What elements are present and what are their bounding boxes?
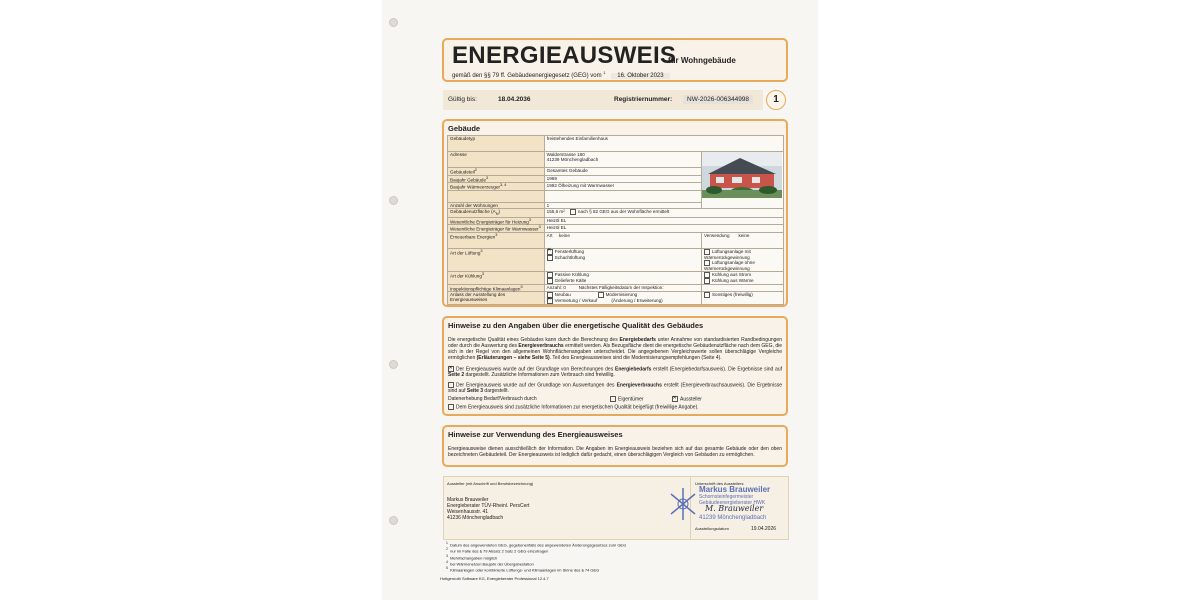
checkbox (547, 255, 553, 261)
cell-label: Anlass der Ausstellung des Energieausweises (448, 292, 545, 305)
valid-label: Gültig bis: (448, 96, 477, 103)
cell-label: Baujahr Wärmeerzeuger$^{3, 4}$ (448, 183, 545, 191)
cell-label: Gebäudetyp (448, 136, 545, 152)
table-row (448, 284, 784, 292)
quality-option-bedarf: ✕Der Energieausweis wurde auf der Grundlage von Berechnungen des Energiebedarfs erstellt (Energiebedarfsausweis). Die Ergebnisse sind auf Seite 2 dargestellt. Zusätzliche Informationen zum Verbrauch sind freiwillig. (448, 366, 782, 378)
cell-value: 1969 (544, 175, 701, 183)
table-row (448, 136, 784, 152)
cell-value: Heizöl EL (544, 225, 783, 233)
issuer-label: Aussteller (mit Anschrift und Berufsbezeichnung) (447, 481, 534, 486)
footnote: $^5$ Klimaanlagen oder kombinierte Lüftungs- und Klimaanlagen im Sinne des § 74 GEG (446, 566, 600, 573)
cell-value: freistehendes Einfamilienhaus (544, 136, 783, 152)
registration-value: NW-2026-006344998 (683, 95, 753, 104)
footnote: $^4$ bei Wärmenetzen Baujahr der Übergabestation (446, 559, 534, 567)
cell-label: Wesentliche Energieträger für Warmwasser$^3$ (448, 225, 545, 233)
punch-hole (389, 360, 398, 369)
data-collection-row: Datenerhebung Bedarf/Verbrauch durch Eigentümer ✕ Aussteller (448, 396, 782, 402)
punch-hole (389, 516, 398, 525)
signature-area (690, 477, 789, 539)
issue-date-value: 19.04.2026 (751, 526, 777, 532)
handwritten-signature: M. Brauweiler (705, 504, 764, 513)
cell-value: 1 (544, 202, 701, 208)
usage-notes-title: Hinweise zur Verwendung des Energieausweises (448, 430, 623, 439)
cell-value: Walderstrasse 180 41239 Mönchengladbach (544, 152, 701, 168)
footnote: $^1$ Datum des angewendeten GEG, gegebenenfalls des angewendeten Änderungsgesetzes zum GEG (446, 541, 627, 548)
checkbox (610, 396, 616, 402)
issuer-block (443, 476, 789, 540)
cell-value: Neubau Modernisierung ✕Vermietung / Verkauf (Änderung / Erweiterung) (544, 292, 701, 305)
quality-paragraph-intro: Die energetische Qualität eines Gebäudes kann durch die Berechnung des Energiebedarfs unter Annahme von standardisierten Randbedingungen oder durch die Auswertung des Energieverbrauchs ermittelt werden. Als Bezugsfläche dient die energetische Gebäudenutzfläche nach dem GEG, die sich in der Regel von den allgemeinen Wohnflächenangaben unterscheidet. Die angegebenen Vergleichswerte sollen überschlägige Vergleiche ermöglichen (Erläuterungen – siehe Seite 5). Teil des Energieausweises sind die Modernisierungsempfehlungen (Seite 4). (448, 337, 782, 361)
cell-label: Wesentliche Energieträger für Heizung$^3$ (448, 217, 545, 225)
cell-value: 155,6 m² nach § 82 GEG aus der Wohnfläche ermittelt (544, 208, 783, 217)
usage-notes-section (442, 425, 788, 467)
cell-value: 1992 Ölheizung mit Warmwasser (544, 183, 701, 191)
checkbox (704, 278, 710, 284)
cell-label: Art der Kühlung$^3$ (448, 271, 545, 284)
cell-value: Passive Kühlung Gelieferte Kälte (544, 271, 701, 284)
software-note: Hottgenroth Software KG, Energieberater Professional 12.4.7 (440, 576, 549, 581)
cell-label: Erneuerbare Energien$^3$ (448, 232, 545, 248)
table-row (448, 292, 784, 305)
checkbox (704, 292, 710, 298)
cell-label: Adresse (448, 152, 545, 168)
quality-option-additional: Dem Energieausweis sind zusätzliche Informationen zur energetischen Qualität beigefügt (freiwillige Angabe). (448, 404, 782, 410)
usage-notes-text: Energieausweise dienen ausschließlich der Information. Die Angaben im Energieausweis beziehen sich auf das gesamte Gebäude oder den oben bezeichneten Gebäudeteil. Der Energieausweis ist lediglich dafür gedacht, einen überschlägigen Vergleich von Gebäuden zu ermöglichen. (448, 446, 782, 458)
footnote: $^2$ nur im Falle des § 79 Absatz 2 Satz 2 GEG einzutragen (446, 547, 549, 554)
cell-value: Verwendung keine (701, 232, 783, 248)
house-photo-cell (701, 152, 783, 209)
quality-notes-title: Hinweise zu den Angaben über die energetische Qualität des Gebäudes (448, 321, 704, 330)
checkbox-checked (672, 396, 678, 402)
registration-label: Registriernummer: (614, 96, 673, 103)
checkbox-checked (547, 249, 553, 255)
table-row (448, 232, 784, 248)
checkbox (598, 292, 604, 298)
house-photo (702, 152, 782, 198)
issuer-address: Markus Brauweiler Energieberater TÜV-Rheinl. PersCert Weisenhausstr. 41 41236 Mönchengladbach (447, 497, 530, 521)
footnote: $^3$ Mehrfachangaben möglich (446, 553, 498, 560)
checkbox (448, 382, 454, 388)
quality-notes-section (442, 316, 788, 416)
checkbox (570, 209, 576, 215)
law-line: gemäß den §§ 79 ff. Gebäudeenergiegesetz (GEG) vom $^1$ 16. Oktober 2023 (452, 70, 670, 79)
cell-value: Gesamtes Gebäude (544, 168, 701, 176)
cell-value: ✕ Fensterlüftung Schachtlüftung (544, 248, 701, 271)
cell-value: Lüftungsanlage mit Wärmerückgewinnung Lüftungsanlage ohne Wärmerückgewinnung (701, 248, 783, 271)
quality-option-verbrauch: Der Energieausweis wurde auf der Grundlage von Auswertungen des Energieverbrauchs erstellt (Energieverbrauchsausweis). Die Ergebnisse sind auf Seite 3 dargestellt. (448, 382, 782, 395)
signature-label: Unterschrift des Ausstellers (695, 481, 744, 486)
cell-label: Gebäudeteil$^2$ (448, 168, 545, 176)
cell-value: Sonstiges (freiwillig) (701, 292, 783, 305)
cell-label: Inspektionspflichtige Klimaanlagen$^5$ (448, 284, 545, 292)
table-row (448, 225, 784, 233)
cell-value: Anzahl: 0 Nächstes Fälligkeitsdatum der Inspektion: (544, 284, 701, 292)
building-table (447, 135, 784, 305)
table-row (448, 217, 784, 225)
table-row (448, 271, 784, 284)
valid-value: 18.04.2036 (498, 96, 531, 103)
cell-value: Kühlung aus Strom Kühlung aus Wärme (701, 271, 783, 284)
table-row (448, 248, 784, 271)
document-title: ENERGIEAUSWEIS (452, 42, 677, 69)
cell-value: Art keine (544, 232, 701, 248)
checkbox (547, 278, 553, 284)
cell-value: Heizöl EL (544, 217, 783, 225)
cell-label: Anzahl der Wohnungen (448, 202, 545, 208)
table-row (448, 208, 784, 217)
punch-hole (389, 196, 398, 205)
footnotes (446, 541, 746, 573)
issuer-stamp: Markus Brauweiler Schornsteinfegermeister Gebäudeenergieberater HWK 41239 Mönchengladbach (699, 485, 771, 521)
checkbox-checked (448, 366, 454, 372)
punch-hole (389, 18, 398, 27)
building-section (442, 119, 788, 307)
issue-date-label: Ausstellungsdatum (695, 526, 729, 531)
checkbox (448, 404, 454, 410)
cell-label: Art der Lüftung$^3$ (448, 248, 545, 271)
page-number-badge: 1 (766, 90, 786, 110)
chimney-sweep-logo (668, 486, 698, 522)
cell-label: Baujahr Gebäude$^3$ (448, 175, 545, 183)
document-subtitle: für Wohngebäude (668, 56, 736, 65)
building-section-title: Gebäude (448, 124, 481, 133)
table-row (448, 152, 784, 168)
cell-label: Gebäudenutzfläche $(A_N)$ (448, 208, 545, 217)
checkbox-checked (547, 298, 553, 304)
law-date: 16. Oktober 2023 (611, 73, 669, 79)
header-box (442, 38, 788, 82)
validity-row (443, 90, 763, 110)
